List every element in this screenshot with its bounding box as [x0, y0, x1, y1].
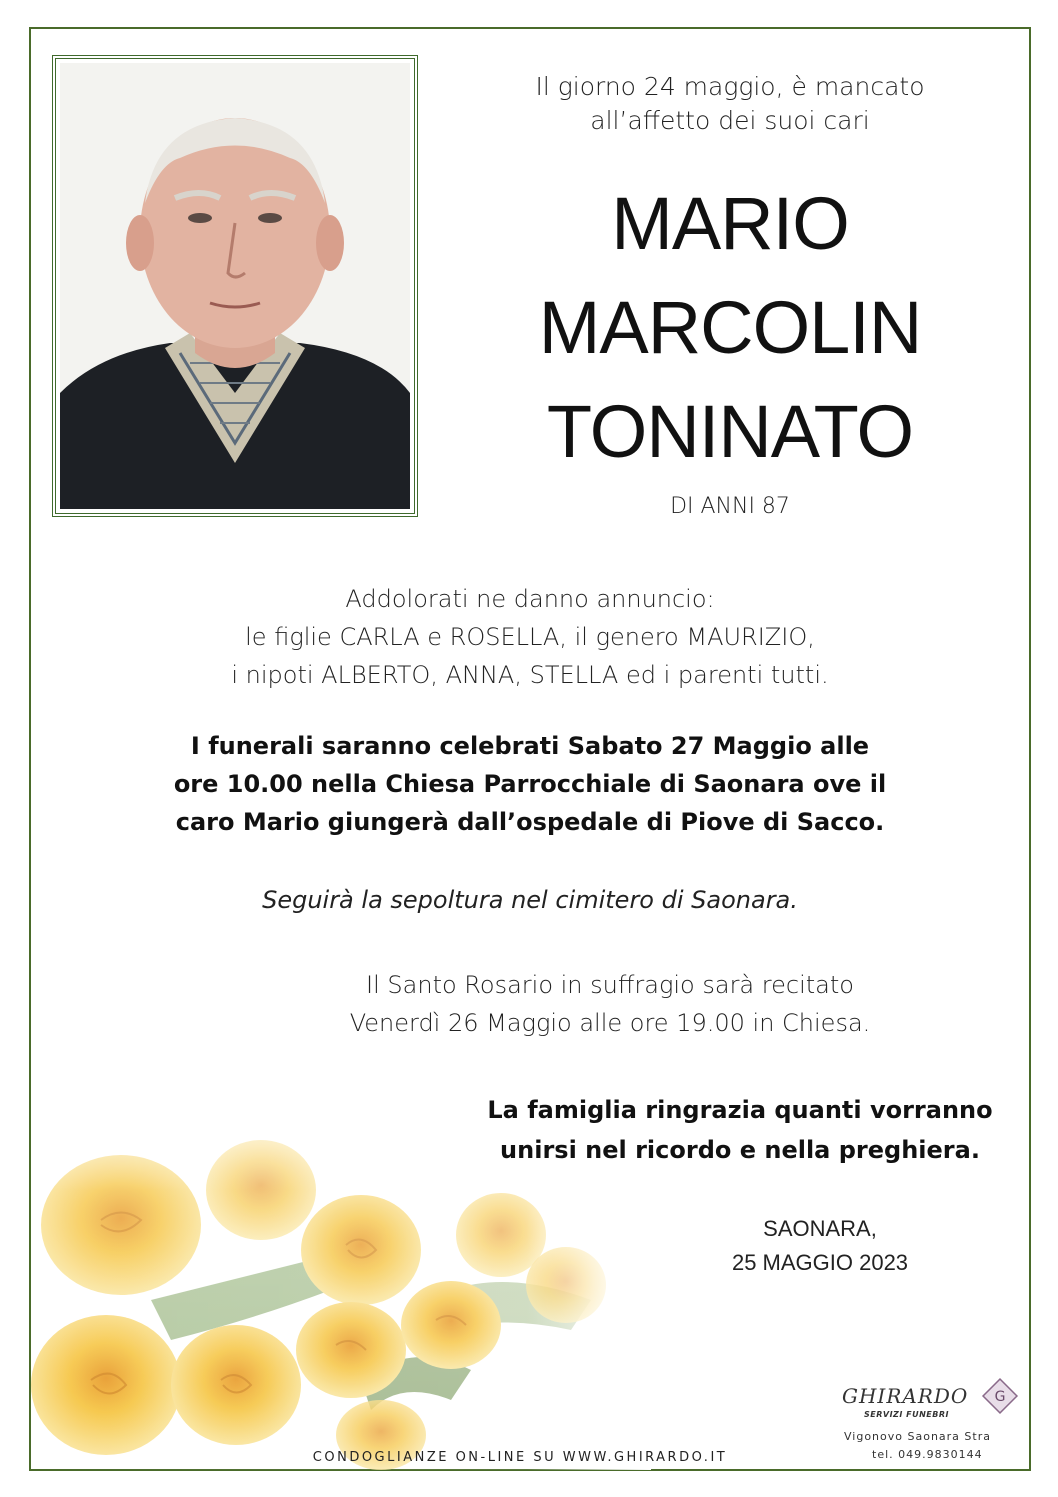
- funeral-home-logo: [832, 1374, 1032, 1464]
- funeral-line: caro Mario giungerà dall’ospedale di Piove di Sacco.: [175, 808, 885, 836]
- family-line: Addolorati ne danno annuncio:: [345, 585, 715, 613]
- portrait-photo: [60, 63, 410, 509]
- thanks-text: [440, 1090, 1040, 1170]
- thanks-line: unirsi nel ricordo e nella preghiera.: [500, 1136, 980, 1164]
- funeral-details: [120, 727, 940, 841]
- condolences-footer: CONDOGLIANZE ON-LINE SU WWW.GHIRARDO.IT: [312, 1450, 728, 1465]
- age-text: DI ANNI 87: [670, 494, 790, 519]
- funeral-line: ore 10.00 nella Chiesa Parrocchiale di Saonara ove il: [173, 770, 887, 798]
- logo-brand: GHIRARDO: [842, 1384, 969, 1408]
- date-line: 25 MAGGIO 2023: [731, 1250, 909, 1275]
- family-announcement: [150, 580, 910, 694]
- family-line: le figlie CARLA e ROSELLA, il genero MAURIZIO,: [245, 623, 815, 651]
- logo-phone: tel. 049.9830144: [872, 1448, 983, 1461]
- funeral-line: I funerali saranno celebrati Sabato 27 Maggio alle: [190, 732, 870, 760]
- rosary-details: [280, 966, 940, 1042]
- name-line: MARCOLIN: [538, 286, 922, 369]
- deceased-name: [470, 172, 990, 484]
- rosary-line: Venerdì 26 Maggio alle ore 19.00 in Chiesa.: [349, 1009, 871, 1037]
- logo-subtitle: SERVIZI FUNEBRI: [864, 1410, 949, 1419]
- logo-mark-icon: [980, 1376, 1020, 1416]
- family-line: i nipoti ALBERTO, ANNA, STELLA ed i parenti tutti.: [231, 661, 829, 689]
- intro-text: [480, 70, 980, 138]
- intro-line: all’affetto dei suoi cari: [590, 106, 870, 135]
- thanks-line: La famiglia ringrazia quanti vorranno: [487, 1096, 993, 1124]
- rosary-line: Il Santo Rosario in suffragio sarà recitato: [366, 971, 854, 999]
- logo-cities: Vigonovo Saonara Stra: [844, 1430, 991, 1443]
- intro-line: Il giorno 24 maggio, è mancato: [535, 72, 925, 101]
- name-line: MARIO: [611, 182, 849, 265]
- burial-text: Seguirà la sepoltura nel cimitero di Saonara.: [262, 886, 798, 914]
- portrait-frame: [52, 55, 418, 517]
- place-line: SAONARA,: [763, 1216, 877, 1241]
- svg-text:G: G: [994, 1389, 1006, 1405]
- place-date: [690, 1212, 950, 1280]
- name-line: TONINATO: [546, 390, 914, 473]
